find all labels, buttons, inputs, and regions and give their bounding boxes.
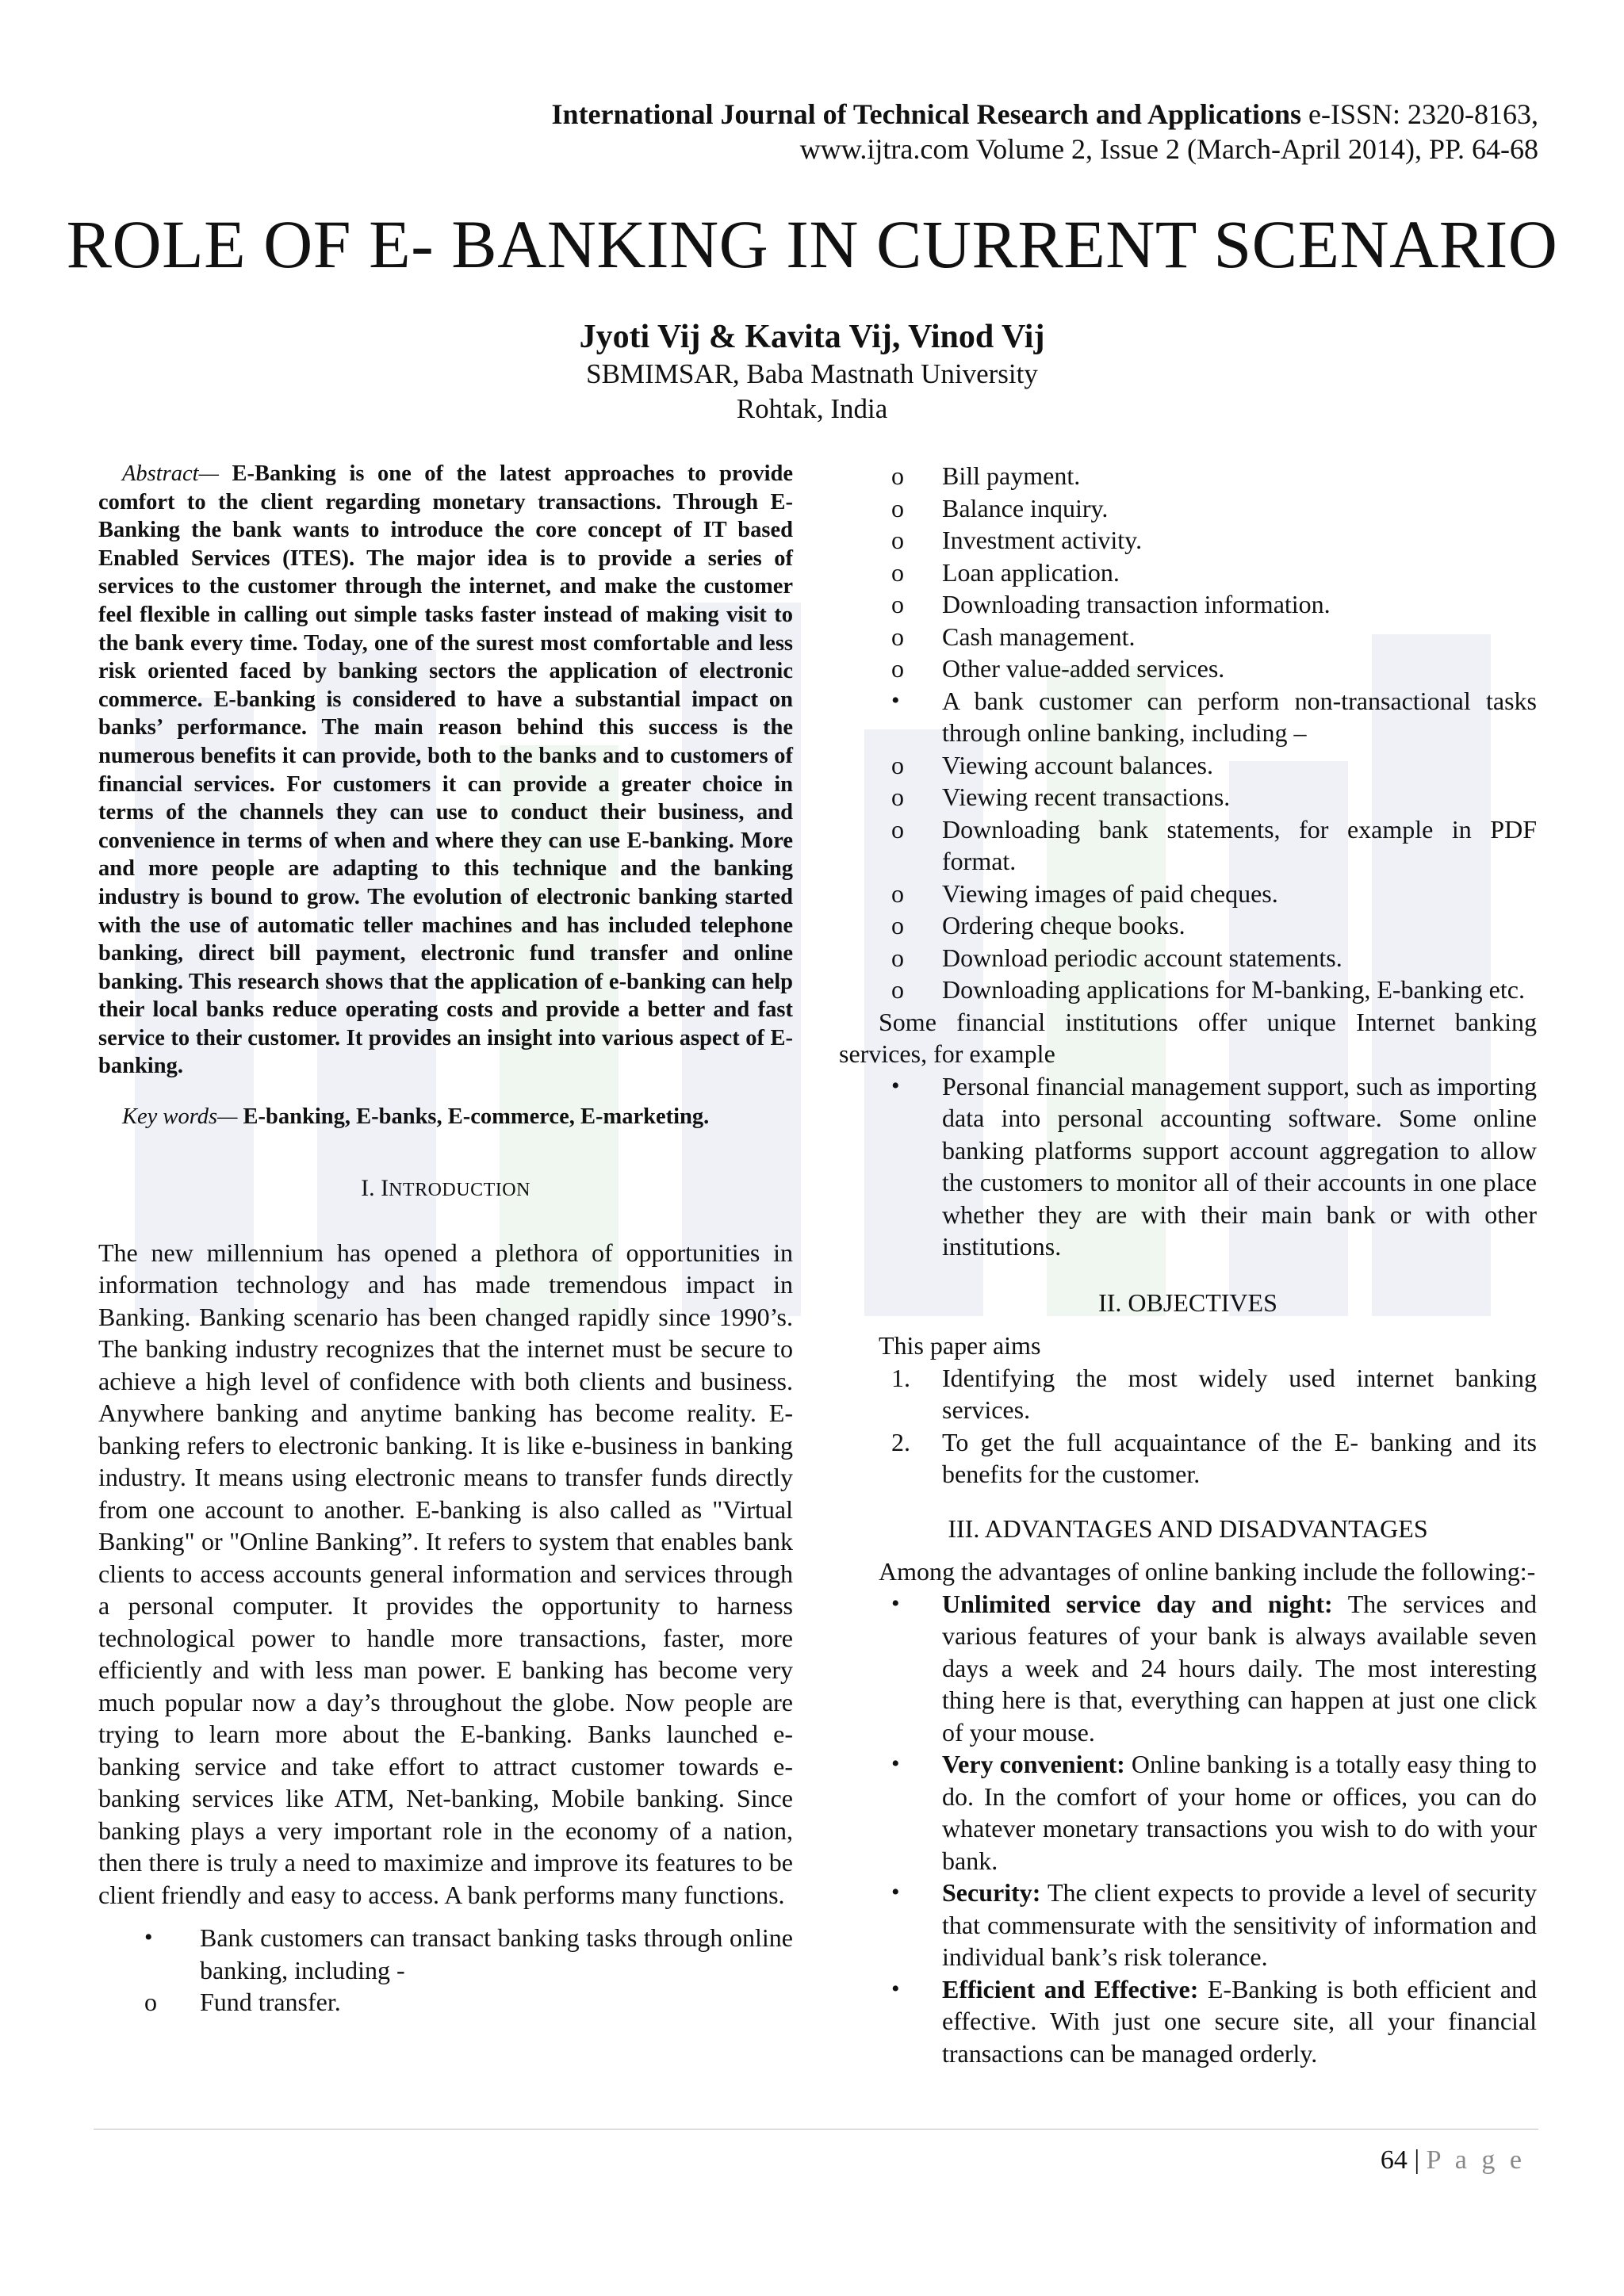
page-label: P a g e — [1426, 2145, 1526, 2175]
list-item-text: The client expects to provide a level of security that commensurate with the sensitivity of information and individual bank’s risk tolerance. — [942, 1878, 1537, 1971]
list-item — [839, 942, 1537, 974]
footer-divider — [94, 2129, 1538, 2130]
list-item-text: Investment activity. — [942, 526, 1143, 554]
list-item — [839, 1362, 1537, 1426]
circle-marker: o — [891, 783, 904, 811]
list-item-text: Download periodic account statements. — [942, 943, 1342, 972]
list-item — [839, 1588, 1537, 1749]
footer-separator: | — [1407, 2145, 1427, 2175]
circle-marker: o — [891, 590, 904, 618]
list-item — [98, 1922, 793, 1986]
list-item-text: Personal financial management support, such as importing data into personal accounting software. Some online banking platforms support account aggregation to allow the customers to monitor all of their accounts in one place whether they are with their main bank or with other institutions. — [942, 1071, 1537, 1261]
author-location: Rohtak, India — [736, 393, 888, 424]
circle-marker: o — [891, 622, 904, 651]
list-item — [839, 974, 1537, 1006]
list-item-text: A bank customer can perform non-transactional tasks through online banking, including – — [942, 686, 1537, 747]
section-heading-advantages: III. ADVANTAGES AND DISADVANTAGES — [948, 1513, 1428, 1543]
advantages-intro: Among the advantages of online banking include the following:- — [879, 1557, 1536, 1586]
list-item — [839, 1877, 1537, 1973]
list-item-text: Bill payment. — [942, 461, 1081, 490]
list-item — [839, 1070, 1537, 1263]
list-item-text: Balance inquiry. — [942, 493, 1109, 522]
abstract-label: Abstract— — [122, 461, 219, 486]
page-footer — [1381, 2145, 1526, 2175]
circle-marker: o — [891, 750, 904, 779]
unique-services-list — [839, 1070, 1537, 1263]
bullet-marker: • — [144, 1924, 153, 1951]
advantage-term: Very convenient: — [942, 1750, 1125, 1778]
list-number: 1. — [891, 1363, 910, 1392]
circle-marker: o — [891, 526, 904, 554]
bullet-marker: • — [891, 687, 900, 714]
intro-list — [98, 1922, 793, 2019]
bullet-marker: • — [891, 1072, 900, 1099]
circle-marker: o — [891, 461, 904, 490]
list-number: 2. — [891, 1427, 910, 1456]
list-item-text: Fund transfer. — [200, 1988, 341, 2017]
circle-marker: o — [891, 493, 904, 522]
author-block — [0, 317, 1624, 427]
list-item — [839, 524, 1537, 557]
list-item-text: The services and various features of your bank is always available seven days a week and 24 hours daily. The most interesting thing here is that, everything can happen at just one click of your mouse. — [942, 1589, 1538, 1747]
objectives-intro: This paper aims — [879, 1331, 1041, 1360]
list-item — [839, 621, 1537, 653]
journal-volume-info: www.ijtra.com Volume 2, Issue 2 (March-April 2014), PP. 64-68 — [799, 133, 1538, 165]
circle-marker: o — [891, 975, 904, 1004]
list-item-text: Loan application. — [942, 557, 1120, 587]
list-item-text: Other value-added services. — [942, 654, 1225, 683]
introduction-paragraph: The new millennium has opened a plethora of opportunities in information technology and has made tremendous impact in Banking. Banking scenario has been changed rapidly since 1990’s. The banking industry recognizes that the internet must be secure to achieve a high level of confidence with both clients and business. Anywhere banking and anytime banking has become reality. E-banking refers to electronic banking. It is like e-business in banking industry. It means using electronic means to transfer funds directly from one account to another. E-banking is also called as "Virtual Banking" or "Online Banking”. It refers to system that enables bank clients to access accounts general information and services through a personal computer. It provides the opportunity to harness technological power to handle more transactions, faster, more efficiently and with less man power. E banking has become very much popular now a day’s throughout the globe. Now people are trying to learn more about the E-banking. Banks launched e-banking service and take effort to attract customer towards e-banking services like ATM, Net-banking, Mobile banking. Since banking plays a very important role in the economy of a nation, then there is truly a need to maximize and improve its features to be client friendly and easy to access. A bank performs many functions. — [98, 1238, 793, 1909]
list-item — [839, 557, 1537, 589]
advantage-term: Security: — [942, 1878, 1041, 1907]
advantage-term: Efficient and Effective: — [942, 1974, 1199, 2003]
list-item — [839, 909, 1537, 942]
list-item-text: Downloading transaction information. — [942, 590, 1331, 618]
services-list — [839, 460, 1537, 1006]
list-item — [839, 1973, 1537, 2070]
journal-issn: e-ISSN: 2320-8163, — [1308, 98, 1538, 130]
page-number: 64 — [1380, 2145, 1408, 2175]
section-heading-objectives: II. OBJECTIVES — [1098, 1288, 1277, 1317]
list-item — [839, 492, 1537, 525]
circle-marker: o — [891, 943, 904, 972]
list-item — [839, 813, 1537, 878]
bullet-marker: • — [891, 1590, 900, 1617]
list-item-text: Viewing recent transactions. — [942, 783, 1231, 811]
abstract-text: E-Banking is one of the latest approaches to provide comfort to the client regarding monetary transactions. Through E-Banking the bank wants to introduce the core concept of IT based Enabled Services (ITES). The major idea is to provide a series of services to the customer through the internet, and make the customer feel flexible in calling out simple tasks faster instead of making visit to the bank every time. Today, one of the surest most comfortable and less risk oriented faced by banking sectors the application of electronic commerce. E-banking is considered to have a substantial impact on banks’ performance. The main reason behind this success is the numerous benefits it can provide, both to the banks and to customers of financial services. For customers it can provide a greater choice in terms of the channels they can use to conduct their business, and convenience in terms of when and where they can use E-banking. More and more people are adapting to this technique and the banking industry is bound to grow. The evolution of electronic banking started with the use of automatic teller machines and has included telephone banking, direct bill payment, electronic fund transfer and online banking. This research shows that the application of e-banking can help their local banks reduce operating costs and provide a better and fast service to their customer. It provides an insight into various aspect of E-banking. — [98, 461, 793, 1079]
journal-header — [552, 97, 1538, 166]
list-item — [839, 878, 1537, 910]
circle-marker: o — [891, 911, 904, 939]
list-item — [839, 1426, 1537, 1490]
list-item-text: Ordering cheque books. — [942, 911, 1185, 939]
list-item — [98, 1986, 793, 2019]
journal-name: International Journal of Technical Research and Applications — [551, 98, 1301, 130]
list-item-text: Identifying the most widely used internet banking services. — [942, 1363, 1537, 1424]
circle-marker: o — [891, 557, 904, 587]
keywords-text: E-banking, E-banks, E-commerce, E-marketing. — [237, 1104, 710, 1130]
author-affiliation: SBMIMSAR, Baba Mastnath University — [586, 358, 1038, 389]
circle-marker: o — [891, 814, 904, 844]
list-item — [839, 781, 1537, 813]
list-item-text: Viewing account balances. — [942, 750, 1213, 779]
abstract — [98, 460, 793, 1081]
list-item — [839, 460, 1537, 492]
list-item-text: E-Banking is both efficient and effective. With just one secure site, all your financial transactions can be managed orderly. — [942, 1974, 1538, 2068]
list-item — [839, 685, 1537, 749]
list-item-text: Bank customers can transact banking tasks through online banking, including - — [200, 1923, 793, 1984]
section-number: I. I — [361, 1175, 389, 1202]
circle-marker: o — [891, 654, 904, 683]
list-item-text: Viewing images of paid cheques. — [942, 878, 1278, 908]
list-item — [839, 749, 1537, 782]
list-item-text: Downloading bank statements, for example in PDF format. — [942, 814, 1537, 875]
list-item-text: Downloading applications for M-banking, E-banking etc. — [942, 975, 1525, 1004]
bullet-marker: • — [891, 1751, 900, 1777]
bullet-marker: • — [891, 1975, 900, 2002]
advantages-list — [839, 1588, 1537, 2070]
author-names: Jyoti Vij & Kavita Vij, Vinod Vij — [579, 319, 1045, 355]
list-item-text: To get the full acquaintance of the E- banking and its benefits for the customer. — [942, 1427, 1537, 1488]
circle-marker: o — [891, 878, 904, 908]
section-heading-introduction — [98, 1173, 793, 1207]
unique-services-intro: Some financial institutions offer unique Internet banking services, for example — [839, 1007, 1537, 1068]
right-column — [839, 460, 1537, 2069]
bullet-marker: • — [891, 1879, 900, 1905]
circle-marker: o — [144, 1988, 157, 2017]
advantage-term: Unlimited service day and night: — [942, 1589, 1333, 1618]
section-title-rest: NTRODUCTION — [389, 1180, 530, 1201]
paper-title: ROLE OF E- BANKING IN CURRENT SCENARIO — [66, 206, 1558, 282]
keywords-label: Key words— — [122, 1104, 238, 1130]
list-item-text: Online banking is a totally easy thing to do. In the comfort of your home or offices, you can do whatever monetary transactions you wish to do with your bank. — [942, 1750, 1538, 1875]
left-column — [98, 460, 793, 2019]
objectives-list — [839, 1362, 1537, 1490]
keywords — [98, 1103, 793, 1131]
list-item — [839, 588, 1537, 621]
list-item — [839, 1748, 1537, 1877]
list-item-text: Cash management. — [942, 622, 1136, 651]
list-item — [839, 652, 1537, 685]
